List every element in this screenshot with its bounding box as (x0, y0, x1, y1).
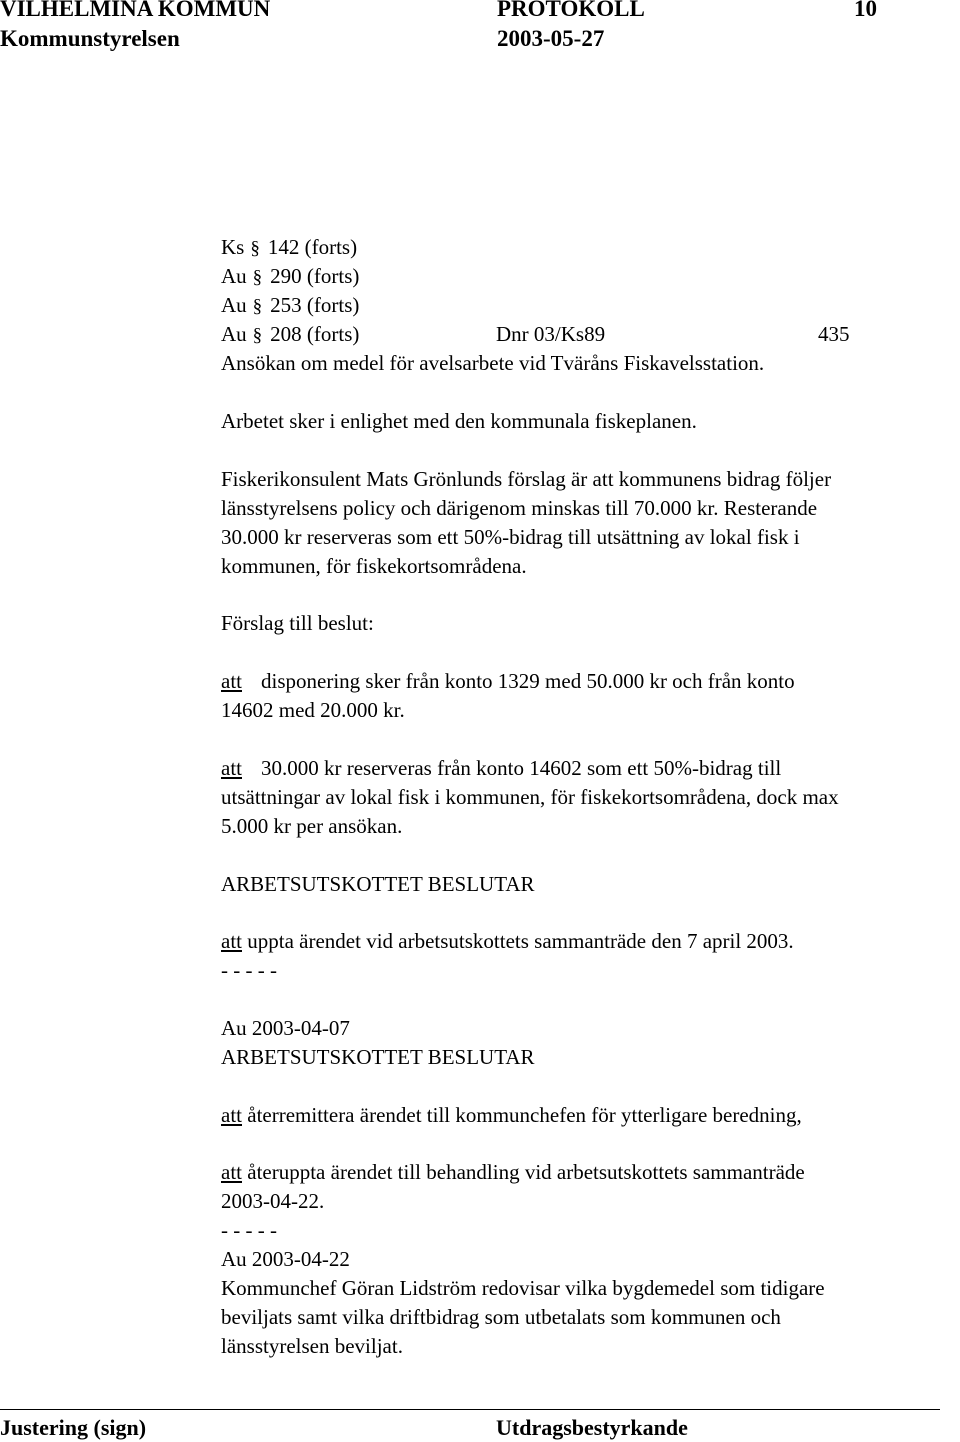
footer-divider (0, 1409, 940, 1410)
att-clause-continued: utsättningar av lokal fisk i kommunen, för fiskekortsområdena, dock max (221, 785, 839, 809)
paragraph-line: Fiskerikonsulent Mats Grönlunds förslag är att kommunens bidrag följer (221, 467, 832, 491)
att-keyword: att (221, 669, 242, 693)
separator: - - - - - (221, 958, 277, 982)
paragraph-line: länsstyrelsen beviljat. (221, 1334, 403, 1358)
committee-name: Kommunstyrelsen (0, 26, 180, 51)
section-sign: § (250, 238, 260, 259)
paragraph-line: kommunen, för fiskekortsområdena. (221, 554, 527, 578)
municipality-name: VILHELMINA KOMMUN (0, 0, 271, 21)
utdragsbestyrkande-label: Utdragsbestyrkande (496, 1415, 688, 1440)
att-keyword: att (221, 756, 242, 780)
att-keyword: att (221, 1103, 242, 1127)
reference-line: Au § 253 (forts) (221, 293, 360, 317)
decision-clause: att uppta ärendet vid arbetsutskottets sammanträde den 7 april 2003. (221, 929, 794, 953)
att-clause: att 30.000 kr reserveras från konto 14602 som ett 50%-bidrag till (221, 756, 782, 780)
section-sign: § (252, 296, 263, 317)
diary-number: Dnr 03/Ks89 (496, 322, 606, 346)
paragraph-line: beviljats samt vilka driftbidrag som utbetalats som kommunen och (221, 1305, 781, 1329)
decision-clause-continued: 2003-04-22. (221, 1189, 325, 1213)
subject-line: Ansökan om medel för avelsarbete vid Tväråns Fiskavelsstation. (221, 351, 765, 375)
att-clause-continued: 5.000 kr per ansökan. (221, 814, 403, 838)
intro-text: Arbetet sker i enlighet med den kommunala fiskeplanen. (221, 409, 697, 433)
page-number: 10 (854, 0, 877, 21)
att-clause: att disponering sker från konto 1329 med 50.000 kr och från konto (221, 669, 795, 693)
separator: - - - - - (221, 1218, 277, 1242)
document-type: PROTOKOLL (497, 0, 645, 21)
att-clause-continued: 14602 med 20.000 kr. (221, 698, 405, 722)
decision-heading: ARBETSUTSKOTTET BESLUTAR (221, 1045, 535, 1069)
decision-clause: att återuppta ärendet till behandling vid arbetsutskottets sammanträde (221, 1160, 805, 1184)
reference-line: Au § 208 (forts) (221, 322, 360, 346)
diary-serial: 435 (818, 322, 850, 346)
att-keyword: att (221, 929, 242, 953)
reference-line: Ks § 142 (forts) (221, 235, 358, 259)
decision-heading: ARBETSUTSKOTTET BESLUTAR (221, 872, 535, 896)
decision-clause: att återremittera ärendet till kommunchefen för ytterligare beredning, (221, 1103, 802, 1127)
paragraph-line: 30.000 kr reserveras som ett 50%-bidrag till utsättning av lokal fisk i (221, 525, 800, 549)
paragraph-line: länsstyrelsens policy och därigenom minskas till 70.000 kr. Resterande (221, 496, 818, 520)
att-keyword: att (221, 1160, 242, 1184)
section-sign: § (252, 267, 263, 288)
protocol-date: 2003-05-27 (497, 26, 605, 51)
reference-line: Au § 290 (forts) (221, 264, 360, 288)
paragraph-line: Kommunchef Göran Lidström redovisar vilka bygdemedel som tidigare (221, 1276, 825, 1300)
justering-label: Justering (sign) (0, 1415, 147, 1440)
proposal-heading: Förslag till beslut: (221, 611, 374, 635)
meeting-label: Au 2003-04-07 (221, 1016, 350, 1040)
section-sign: § (252, 325, 263, 346)
meeting-label: Au 2003-04-22 (221, 1247, 350, 1271)
